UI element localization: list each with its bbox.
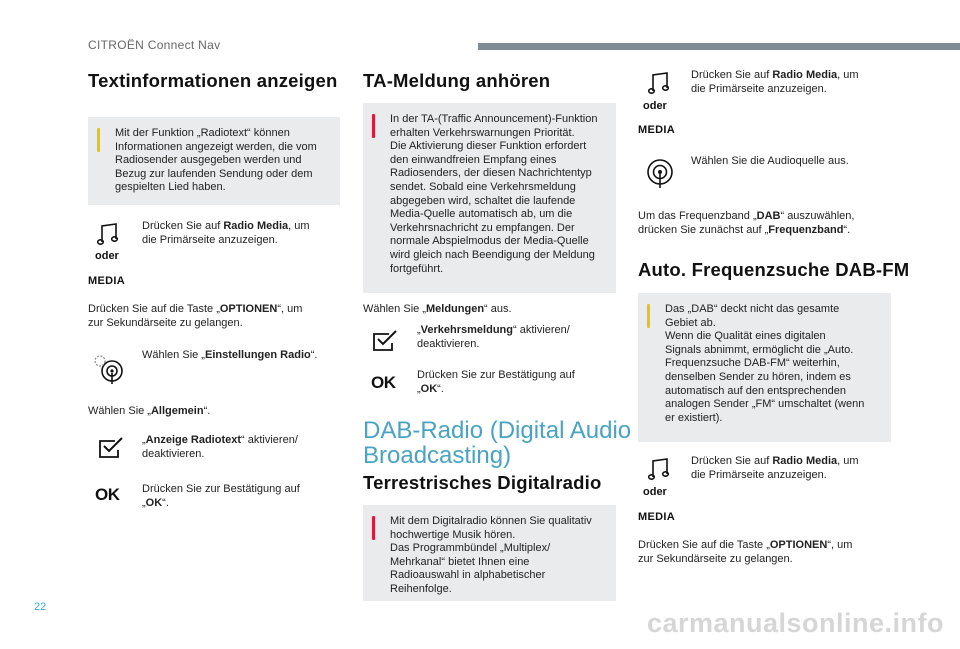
- info-box-dab-fm: [638, 293, 891, 442]
- step-radio-media: Drücken Sie auf Radio Media, um die Primärseite anzuzeigen.: [691, 69, 859, 95]
- step-audioquelle: Wählen Sie die Audioquelle aus.: [691, 155, 849, 167]
- section-heading-terrestrisch: Terrestrisches Digitalradio: [363, 472, 602, 493]
- warn-line: Radiosenders, der diesen Nachrichtentyp: [390, 167, 592, 180]
- step-verkehrsmeldung: „Verkehrsmeldung“ aktivieren/ deaktivieren.: [417, 324, 570, 350]
- info-line: denselben Sender zu hören, indem es: [665, 370, 851, 383]
- info-line: Radiosender ausgegeben werden und: [115, 154, 302, 167]
- section-heading-textinfo: Textinformationen anzeigen: [88, 70, 338, 91]
- step-optionen: Drücken Sie auf die Taste „OPTIONEN“, um zur Sekundärseite zu gelangen.: [638, 539, 853, 565]
- warn-line: abgegeben wird, schaltet die laufende: [390, 194, 576, 207]
- step-ok-confirm: Drücken Sie zur Bestätigung auf „OK“.: [142, 483, 300, 509]
- warn-line: Mehrkanal“ bietet Ihnen eine: [390, 555, 530, 568]
- step-ok-confirm: Drücken Sie zur Bestätigung auf „OK“.: [417, 369, 575, 395]
- music-note-icon: [647, 456, 671, 482]
- media-button-label: MEDIA: [638, 124, 675, 136]
- warning-mark: [372, 516, 375, 540]
- checkbox-toggle-icon: [98, 437, 124, 459]
- oder-label: oder: [643, 486, 667, 498]
- info-line: gespielten Lied haben.: [115, 181, 226, 194]
- step-radio-media: Drücken Sie auf Radio Media, um die Primärseite anzuzeigen.: [142, 220, 310, 246]
- warn-line: Das Programmbündel „Multiplex/: [390, 542, 551, 555]
- step-allgemein: Wählen Sie „Allgemein“.: [88, 405, 211, 417]
- chapter-heading-dab: DAB-Radio (Digital Audio Broadcasting): [363, 417, 632, 469]
- section-heading-ta: TA-Meldung anhören: [363, 70, 551, 91]
- info-line: automatisch auf den entsprechenden: [665, 384, 847, 397]
- section-heading-frequenzsuche: Auto. Frequenzsuche DAB-FM: [638, 259, 910, 280]
- warning-mark: [372, 114, 375, 138]
- info-mark: [647, 304, 650, 328]
- media-button-label: MEDIA: [88, 275, 125, 287]
- warn-line: Verkehrsnachricht zu empfangen. Der: [390, 221, 575, 234]
- oder-label: oder: [643, 100, 667, 112]
- warn-line: In der TA-(Traffic Announcement)-Funktion: [390, 113, 598, 125]
- audio-source-icon: [644, 157, 676, 189]
- settings-radio-icon: [91, 352, 125, 386]
- checkbox-toggle-icon: [372, 330, 398, 352]
- info-line: Wenn die Qualität eines digitalen: [665, 330, 826, 343]
- warn-line: fortgeführt.: [390, 262, 444, 275]
- info-line: er existiert).: [665, 411, 723, 424]
- info-mark: [97, 128, 100, 152]
- ok-icon: OK: [371, 373, 396, 392]
- header-bar: [478, 43, 960, 50]
- music-note-icon: [647, 70, 671, 96]
- warn-line: Media-Quelle automatisch ab, um die: [390, 208, 573, 221]
- warn-line: normale Abspielmodus der Media-Quelle: [390, 235, 589, 248]
- warn-line: den einwandfreien Empfang eines: [390, 153, 557, 166]
- warn-line: Die Aktivierung dieser Funktion erfordert: [390, 140, 587, 153]
- info-line: Das „DAB“ deckt nicht das gesamte: [665, 303, 840, 315]
- warn-line: erhalten Verkehrswarnungen Priorität.: [390, 126, 575, 139]
- info-line: Frequenzsuche DAB-FM“ weiterhin,: [665, 357, 840, 370]
- info-line: Bezug zur laufenden Sendung oder dem: [115, 167, 313, 180]
- info-line: Signals abnimmt, ermöglicht die „Auto.: [665, 343, 854, 356]
- step-optionen: Drücken Sie auf die Taste „OPTIONEN“, um zur Sekundärseite zu gelangen.: [88, 303, 303, 329]
- warn-line: Mit dem Digitalradio können Sie qualitativ: [390, 515, 592, 527]
- info-line: Gebiet ab.: [665, 316, 716, 329]
- warning-box-digitalradio: [363, 505, 616, 601]
- info-line: Mit der Funktion „Radiotext“ können: [115, 127, 290, 139]
- warn-line: hochwertige Musik hören.: [390, 528, 516, 541]
- oder-label: oder: [95, 250, 119, 262]
- ok-icon: OK: [95, 485, 120, 504]
- info-box-radiotext: [88, 117, 340, 205]
- warn-line: wird gleich nach Beendigung der Meldung: [390, 248, 595, 261]
- warn-line: sendet. Sobald eine Verkehrsmeldung: [390, 180, 576, 193]
- warning-box-ta: [363, 103, 616, 293]
- step-radio-media: Drücken Sie auf Radio Media, um die Primärseite anzuzeigen.: [691, 455, 859, 481]
- step-frequenzband: Um das Frequenzband „DAB“ auszuwählen, drücken Sie zunächst auf „Frequenzband“.: [638, 210, 855, 236]
- info-line: Informationen angezeigt werden, die vom: [115, 140, 317, 153]
- step-einstellungen-radio: Wählen Sie „Einstellungen Radio“.: [142, 349, 318, 361]
- media-button-label: MEDIA: [638, 511, 675, 523]
- page-number: 22: [34, 601, 47, 613]
- header-title: CITROËN Connect Nav: [88, 38, 221, 52]
- step-anzeige-radiotext: „Anzeige Radiotext“ aktivieren/ deaktivieren.: [142, 434, 298, 460]
- info-line: analogen Sender „FM“ umschaltet (wenn: [665, 398, 865, 411]
- step-meldungen: Wählen Sie „Meldungen“ aus.: [363, 303, 512, 315]
- warn-line: Radioauswahl in alphabetischer: [390, 569, 546, 582]
- music-note-icon: [96, 221, 120, 247]
- watermark: carmanualsonline.info: [646, 608, 944, 638]
- warn-line: Reihenfolge.: [390, 582, 452, 595]
